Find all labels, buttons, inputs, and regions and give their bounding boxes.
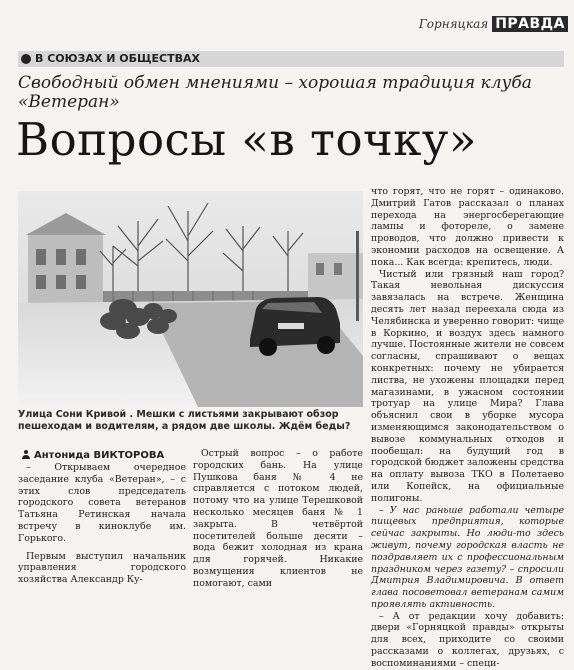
article-photo: [18, 191, 363, 407]
column-middle: [193, 448, 363, 589]
paragraph: – У нас раньше работали четыре пищевых предприятия, которые сейчас закрыты. Но люди-то здесь живут, почему городская власть не поздравляет их с профессиональным праздником через газету? – спросили Дмитрия Владимировича. В ответ глава посоветовал ветеранам самим проявлять активность.: [371, 504, 564, 610]
paragraph: что горят, что не горят – одинаково. Дмитрий Гатов рассказал о планах перехода на энергосберегающие лампы и фотореле, о замене проводов, что должно привести к экономии расходов на освещение. А пока... Как всегда: крепитесь, люди.: [371, 186, 564, 268]
byline: [22, 450, 164, 461]
paragraph: Острый вопрос – о работе городских бань. На улице Пушкова баня № 4 не справляется с потоком людей, потому что на улице Терешковой несколько месяцев баня № 1 закрыта. В четвёртой посетителей больше десяти – вода бежит холодная из крана для горячей. Никакие возмущения клиентов не помогают, сами: [193, 448, 363, 589]
rubric-bar: [18, 51, 564, 67]
column-right: [371, 186, 564, 669]
article-subtitle: Свободный обмен мнениями – хорошая традиция клуба «Ветеран»: [18, 73, 532, 112]
paragraph: Чистый или грязный наш город? Такая невольная дискуссия завязалась на встрече. Женщина десять лет назад переехала сюда из Челябинска и уверенно говорит: чище в Коркино, и воздух здесь намного лучше. Постоянные жители не совсем согласны, спрашивают о вещах конкретных: почему не убирается листва, не ухожены площадки перед магазинами, в ужасном состоянии тротуар на улице Мира? Глава объяснил свои в уборке мусора изменяющимся законодательством о вывозе коммунальных отходов и пообещал: на будущий год в городской бюджет заложены средства на оплату вывоза ТКО в Полетаево или Копейск, на официальные полигоны.: [371, 268, 564, 504]
bullet-icon: [21, 54, 31, 64]
masthead-subtitle: Горняцкая: [418, 17, 489, 31]
article-headline: Вопросы «в точку»: [16, 113, 477, 166]
street-photo-image: [18, 191, 363, 407]
author-icon: [22, 450, 30, 459]
photo-caption: Улица Сони Кривой . Мешки с листьями закрывают обзор пешеходам и водителям, а рядом две школы. Ждём беды?: [18, 409, 351, 432]
masthead-title: ПРАВДА: [492, 16, 568, 32]
byline-name: Антонида ВИКТОРОВА: [34, 450, 165, 461]
masthead: [419, 16, 568, 32]
paragraph: – Открываем очередное заседание клуба «Ветеран», – с этих слов председатель городского совета ветеранов Татьяна Ретинская начала встречу в киноклубе им. Горького.: [18, 462, 186, 544]
column-left: [18, 462, 186, 586]
paragraph: – А от редакции хочу добавить: двери «Горняцкой правды» открыты для всех, приходите со своими рассказами о коллегах, друзьях, с воспоминаниями – специ-: [371, 610, 564, 669]
rubric-label: В СОЮЗАХ И ОБЩЕСТВАХ: [35, 52, 201, 65]
paragraph: Первым выступил начальник управления городского хозяйства Александр Ку-: [18, 550, 186, 586]
